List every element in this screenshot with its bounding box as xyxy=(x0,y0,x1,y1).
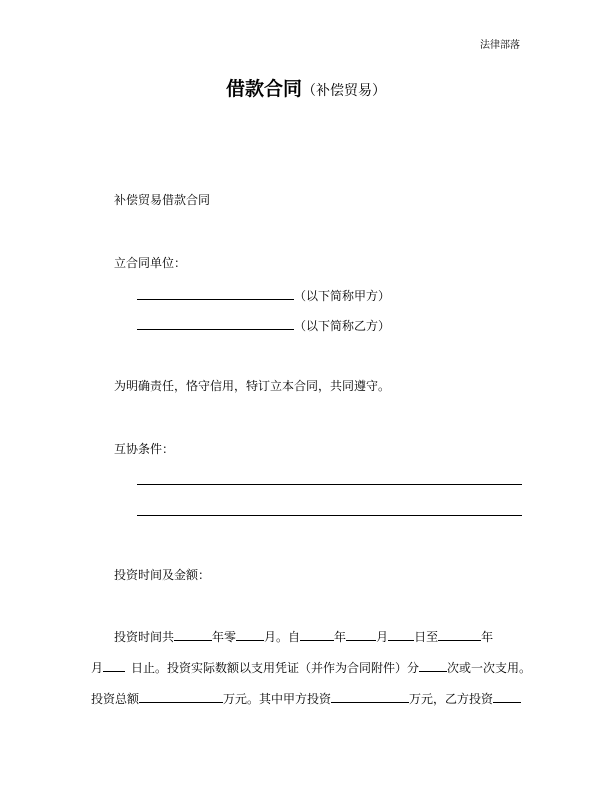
party-b-suffix: （以下简称乙方） xyxy=(294,319,391,333)
text-segment: 年 xyxy=(481,630,494,644)
party-b-blank[interactable] xyxy=(137,317,294,330)
text-segment: 年 xyxy=(334,630,347,644)
end-month-blank[interactable] xyxy=(103,659,125,672)
start-day-blank[interactable] xyxy=(388,628,414,641)
text-segment: 月 xyxy=(376,630,389,644)
text-segment: 次或一次支用。 xyxy=(447,661,532,675)
investment-line-1 xyxy=(114,628,493,645)
text-segment: 日止。投资实际数额以支用凭证（并作为合同附件）分 xyxy=(131,661,420,675)
years-blank[interactable] xyxy=(174,628,212,641)
text-segment: 日至 xyxy=(414,630,439,644)
party-b-line xyxy=(137,317,390,334)
text-segment: 投资总额 xyxy=(91,692,140,706)
text-segment: 月。自 xyxy=(264,630,301,644)
title-subtitle: （补偿贸易） xyxy=(302,83,386,99)
mutual-terms-blank-2[interactable] xyxy=(137,515,522,516)
text-segment: 年零 xyxy=(212,630,237,644)
party-a-line xyxy=(137,287,390,304)
header-label: 法律部落 xyxy=(480,40,520,51)
party-a-blank[interactable] xyxy=(137,287,294,300)
document-title xyxy=(0,74,612,101)
contract-name: 补偿贸易借款合同 xyxy=(114,193,211,207)
investment-heading: 投资时间及金额： xyxy=(114,568,211,582)
installments-blank[interactable] xyxy=(419,659,447,672)
end-year-blank[interactable] xyxy=(438,628,481,641)
party-a-suffix: （以下简称甲方） xyxy=(294,289,391,303)
start-month-blank[interactable] xyxy=(346,628,376,641)
text-segment: 万元。其中甲方投资 xyxy=(223,692,332,706)
investment-line-2 xyxy=(91,659,531,676)
preamble-text: 为明确责任，恪守信用，特订立本合同，共同遵守。 xyxy=(114,379,391,393)
investment-line-3 xyxy=(91,690,521,707)
mutual-terms-heading: 互协条件： xyxy=(114,442,175,456)
party-a-amount-blank[interactable] xyxy=(331,690,409,703)
text-segment: 月 xyxy=(91,661,104,675)
party-b-amount-blank[interactable] xyxy=(493,690,521,703)
title-main: 借款合同 xyxy=(225,78,302,100)
text-segment: 万元，乙方投资 xyxy=(409,692,494,706)
total-amount-blank[interactable] xyxy=(139,690,223,703)
mutual-terms-blank-1[interactable] xyxy=(137,484,522,485)
start-year-blank[interactable] xyxy=(300,628,334,641)
parties-heading: 立合同单位： xyxy=(114,256,187,270)
text-segment: 投资时间共 xyxy=(114,630,175,644)
months-blank[interactable] xyxy=(236,628,264,641)
